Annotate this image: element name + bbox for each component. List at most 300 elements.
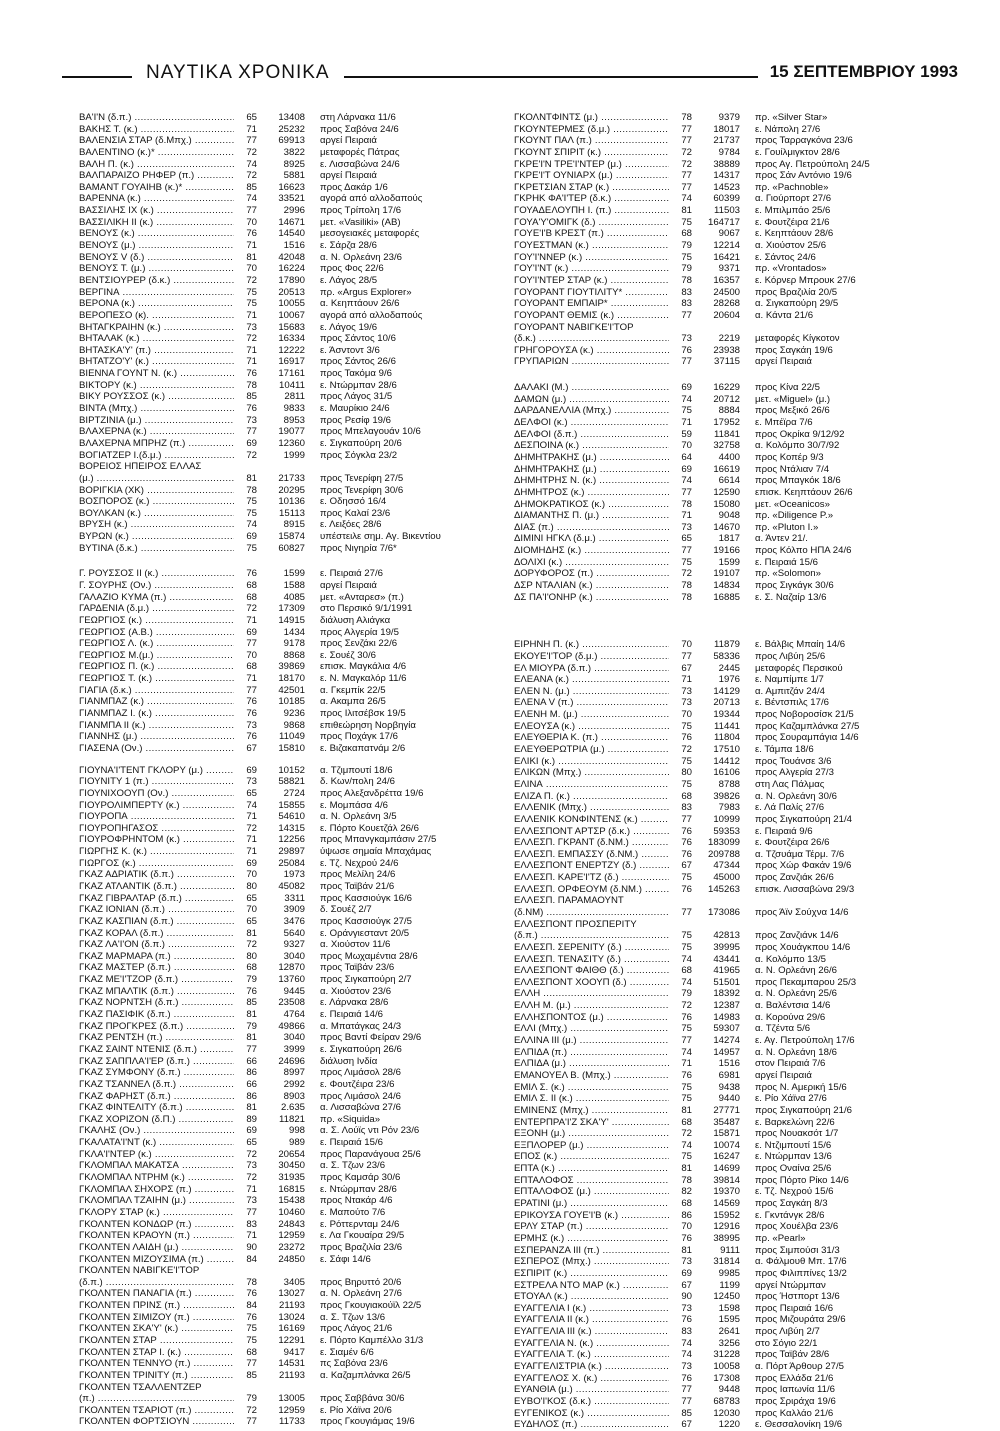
build-year: 75 [681, 216, 692, 228]
tonnage: 12916 [713, 1221, 740, 1233]
ship-entry [75, 345, 505, 357]
ship-status: προς Αλγερία 19/5 [320, 626, 399, 638]
build-year: 77 [246, 205, 257, 217]
ship-status: ε. Μαυρίκιο 24/6 [320, 403, 390, 415]
ship-status: προς Κασσιούγκ 16/6 [320, 892, 413, 904]
tonnage: 3476 [283, 915, 305, 927]
build-year: 76 [246, 696, 257, 708]
tonnage: 21737 [713, 135, 740, 147]
ship-entry [510, 417, 940, 429]
ship-name: ΕΥΑΓΓΕΛΙΑ ΙΙ (κ.) ..... [514, 1314, 669, 1326]
ship-status: αργεί Πειραιά [755, 1069, 812, 1081]
ship-list-block [510, 112, 940, 368]
tonnage: 10136 [278, 496, 305, 508]
ship-name: ΔΟΛΙΧΙ (κ.) ..... [514, 557, 669, 569]
ship-status: α. Χιούστον 23/6 [320, 985, 392, 997]
ship-name: ΔΑΡΔΑΝΕΛΛΙΑ (Μπχ.) ..... [514, 405, 669, 417]
ship-name: ΓΕΩΡΓΙΟΣ (Α.Β.) ..... [79, 627, 234, 639]
build-year: 75 [246, 1334, 257, 1346]
ship-name: ΓΚΛΟΡΥ ΣΤΑΡ (κ.) ..... [79, 1207, 234, 1219]
ship-name: ΕΡΜΗΣ (κ.) ..... [514, 1233, 669, 1245]
ship-name: ΓΚΟΛΝΤΕΝ ΛΑΙΔΗ (μ.) ..... [79, 1242, 234, 1254]
ship-status: προς Ελλάδα 21/6 [755, 1372, 834, 1384]
ship-status: μετ. «Ανταρεσ» (π.) [320, 591, 404, 603]
tonnage: 8884 [718, 405, 740, 417]
build-year: 72 [681, 158, 692, 170]
tonnage: 10411 [279, 379, 305, 391]
ship-name: ΒΗΤΑΛΑΚ (κ.) ..... [79, 333, 234, 345]
ship-status: προς Οκρίκα 9/12/92 [755, 428, 845, 440]
ship-name: ΓΚΟΛΝΤΕΝ ΤΣΑΛΛΕΝΤΖΕΡ [79, 1381, 202, 1393]
ship-status: προς Σιγκαπούρη 21/6 [755, 1104, 852, 1116]
build-year: 78 [246, 379, 257, 391]
ship-entry [510, 1023, 940, 1035]
tonnage: 11841 [714, 428, 740, 440]
tonnage: 11733 [279, 1416, 305, 1428]
tonnage: 9048 [718, 510, 740, 522]
ship-entry [75, 916, 505, 928]
page-header [62, 62, 958, 96]
ship-status: ε. Πειραιά 15/6 [755, 556, 818, 568]
ship-status: πρ. «Vrontados» [755, 263, 827, 275]
ship-entry [510, 1047, 940, 1059]
tonnage: 9985 [718, 1267, 740, 1279]
ship-name: ΓΡΗΓΟΡΟΥΣΑ (κ.) ..... [514, 345, 669, 357]
build-year: 78 [246, 1276, 257, 1288]
ship-status: α. Άντεν 21/. [755, 533, 808, 545]
build-year: 78 [681, 498, 692, 510]
build-year: 68 [246, 962, 257, 974]
ship-name: ΕΡΙΚΟΥΣΑ ΓΟΥΕ'Ι'Β (κ.) ..... [514, 1210, 669, 1222]
ship-entry [75, 904, 505, 916]
ship-entry [510, 217, 940, 229]
build-year: 75 [681, 778, 692, 790]
ship-status: ε. Σιγκαπούρη 26/6 [320, 1043, 402, 1055]
ship-name: ΕΛΛΕΣΠ. ΤΕΝΑΣΙΤΥ (δ.) ..... [514, 954, 669, 966]
tonnage: 1598 [718, 1302, 740, 1314]
tonnage: 8788 [718, 778, 740, 790]
tonnage: 989 [288, 1137, 305, 1149]
ship-status: ε. Βαρκελώνη 22/6 [755, 1116, 835, 1128]
ship-name: ΓΟΥΟΡΑΝΤ ΕΜΠΑΙΡ* ..... [514, 298, 669, 310]
ship-entry [510, 884, 940, 896]
ship-entry [510, 1373, 940, 1385]
ship-entry [510, 182, 940, 194]
ship-name: ΕΛΛΕΝΙΚ (Μπχ.) ..... [514, 802, 669, 814]
ship-name: ΓΙΩΡΓΟΣ (κ.) ..... [79, 858, 234, 870]
ship-name: ΒΑΣΣΙΛΙΚΗ ΙΙ (κ.) ..... [79, 217, 234, 229]
build-year: 79 [681, 240, 692, 252]
ship-status: προς Άϊν Σούχνα 14/6 [755, 907, 849, 918]
ship-status: προς Ταρραγκόνα 23/6 [755, 135, 853, 147]
tonnage: 12450 [713, 1291, 740, 1303]
ship-status: ε. Σιγκαπούρη 20/6 [320, 437, 402, 449]
tonnage: 60399 [713, 193, 740, 205]
ship-status: ε. Φουτζέιρα 23/6 [320, 1078, 395, 1090]
tonnage: 21193 [279, 1369, 305, 1381]
tonnage: 17309 [278, 603, 305, 615]
build-year: 75 [681, 930, 692, 942]
build-year: 78 [681, 274, 692, 286]
ship-status: προς Κόλπο ΗΠΑ 24/6 [755, 545, 852, 557]
ship-entry [510, 860, 940, 872]
ship-entry [75, 333, 505, 345]
build-year: 79 [681, 263, 692, 275]
ship-name: ΕΣΠΕΡΑΝΖΑ ΙΙΙ (π.) ..... [514, 1245, 669, 1257]
ship-status: ε. Σιαμέν 6/6 [320, 1346, 374, 1358]
build-year: 81 [246, 1009, 257, 1021]
ship-status: προς Νιγηρία 7/6* [320, 542, 397, 554]
ship-name: ΕΛΛΕΣΠΟΝΤ ΦΑΙΘΘ (δ.) ..... [514, 965, 669, 977]
build-year: 69 [681, 463, 692, 475]
tonnage: 11879 [714, 639, 740, 651]
tonnage: 3256 [718, 1337, 740, 1349]
ship-name: ΓΚΑΖ ΡΕΝΤΣΗ (π.) ..... [79, 1032, 234, 1044]
ship-name: ΓΙΟΥΝΑ'Ι'ΤΕΝΤ ΓΚΛΟΡΥ (μ.) ..... [79, 765, 234, 777]
ship-name: ΓΚΟΛΝΤΕΝ ΣΤΑΡ ..... [79, 1335, 234, 1347]
ship-status: προς Κασσιούγκ 27/5 [320, 915, 413, 927]
ship-name: ΓΚΟΛΝΤΕΝ ΚΟΝΔΩΡ (π.) ..... [79, 1219, 234, 1231]
ship-name: ΒΛΑΧΕΡΝΑ (κ.) ..... [79, 426, 234, 438]
ship-entry [510, 429, 940, 441]
ship-entry [510, 464, 940, 476]
ship-entry [75, 298, 505, 310]
ship-name: ΓΚΑΖ ΑΤΛΑΝΤΙΚ (δ.π.) ..... [79, 881, 234, 893]
ship-name: ΓΚΑΖ ΜΕ'Ι'ΤΖΟΡ (δ.π.) ..... [79, 974, 234, 986]
ship-entry [75, 1382, 505, 1394]
ship-name: ΕΥΑΓΓΕΛΙΣΤΡΙΑ (κ.) ..... [514, 1361, 669, 1373]
tonnage: 13027 [278, 1288, 305, 1300]
ship-entry [510, 159, 940, 171]
ship-name: ΓΚΟΥΝΤΕΡΜΕΣ (δ.μ.) ..... [514, 124, 669, 136]
tonnage: 13760 [278, 974, 305, 986]
ship-entry [75, 650, 505, 662]
ship-name: ΓΙΑΓΙΑ (δ.κ.) ..... [79, 685, 234, 697]
ship-name: ΓΕΩΡΓΙΟΣ Π. (κ.) ..... [79, 661, 234, 673]
ship-entry [75, 881, 505, 893]
ship-entry [510, 333, 940, 345]
ship-status: πρ. «Diligence P.» [755, 510, 834, 522]
ship-status: μεταφορές Κίγκοτον [755, 333, 840, 345]
ship-status: προς Σάν Αντόνιο 19/6 [755, 170, 852, 182]
ship-status: α. Μπατάγκας 24/3 [320, 1020, 402, 1032]
ship-status: προς Σάντος 10/6 [320, 333, 396, 345]
ship-entry [75, 1312, 505, 1324]
tonnage: 14274 [713, 1035, 740, 1047]
ship-entry [510, 240, 940, 252]
ship-status: ε. Λισσαβώνα 24/6 [320, 158, 400, 170]
ship-status: ε. Βέντσπιλς 17/6 [755, 697, 829, 709]
ship-name: ΒΑΡΕΝΝΑ (κ.) ..... [79, 193, 234, 205]
ship-name: ΓΚΟΛΝΤΕΝ ΤΡΙΝΙΤΥ (π.) ..... [79, 1370, 234, 1382]
tonnage: 25232 [278, 123, 305, 135]
build-year: 76 [681, 837, 692, 849]
tonnage: 15113 [279, 507, 305, 519]
build-year: 75 [246, 507, 257, 519]
ship-status: αργεί Πειραιά [755, 356, 812, 368]
ship-status: προς Λάγος 31/5 [320, 391, 393, 403]
tonnage: 16885 [713, 591, 740, 603]
build-year: 85 [681, 1407, 692, 1419]
ship-entry [510, 1082, 940, 1094]
ship-entry [75, 893, 505, 905]
ship-name: ΓΙΑΝΜΠΑΖ (κ.) ..... [79, 696, 234, 708]
build-year: 73 [246, 719, 257, 731]
ship-name: ΓΚΛΟΜΠΑΛ ΝΤΡΗΜ (κ.) ..... [79, 1172, 234, 1184]
tonnage: 10058 [713, 1360, 740, 1372]
ship-entry [75, 720, 505, 732]
tonnage: 17952 [713, 417, 740, 429]
build-year: 78 [681, 591, 692, 603]
ship-name: ΒΡΥΣΗ (κ.) ..... [79, 519, 234, 531]
ship-entry [510, 965, 940, 977]
ship-status: προς Ντακάρ 4/6 [320, 1195, 393, 1207]
ship-entry [510, 1035, 940, 1047]
ship-status: ε. Φουτζέιρα 21/6 [755, 216, 830, 228]
ship-entry [510, 394, 940, 406]
tonnage: 14540 [278, 228, 305, 240]
ship-entry [75, 869, 505, 881]
ship-name: ΒΙΚΥ ΡΟΥΣΣΟΣ (κ.) ..... [79, 391, 234, 403]
ship-name: ΒΑΜΑΝΤ ΓΟΥΑΙΗΒ (κ.)* ..... [79, 182, 234, 194]
build-year: 74 [246, 158, 257, 170]
ship-status: προς Ντάλιαν 7/4 [755, 463, 830, 475]
tonnage: 20654 [278, 1148, 305, 1160]
ship-name: ΕΡΑΤΙΝΙ (μ.) ..... [514, 1198, 669, 1210]
tonnage: 15874 [278, 531, 305, 543]
ship-name: ΓΚΑΖ ΦΑΡΗΣΤ (δ.π.) ..... [79, 1091, 234, 1103]
tonnage: 31935 [278, 1172, 305, 1184]
ship-name: ΒΕΡΓΙΝΑ ..... [79, 287, 234, 299]
ship-name: ΔΑΜΩΝ (μ.) ..... [514, 394, 669, 406]
build-year: 76 [681, 1069, 692, 1081]
ship-name: ΓΑΛΑΖΙΟ ΚΥΜΑ (π.) ..... [79, 592, 234, 604]
tonnage: 1588 [283, 579, 305, 591]
ship-status: προς Φιλιππίνες 13/2 [755, 1267, 847, 1279]
ship-status: δ. Κων/πολη 24/6 [320, 776, 396, 788]
tonnage: 9833 [283, 403, 305, 415]
ship-name: ΓΙΟΥΝΙΧΟΟΥΠ (Ον.) ..... [79, 788, 234, 800]
build-year: 81 [246, 1102, 257, 1114]
ship-status: προς Μπανγκαμπάσιν 27/5 [320, 834, 437, 846]
ship-name: ΓΚΡΕΤΣΙΑΝ ΣΤΑΡ (κ.) ..... [514, 182, 669, 194]
build-year: 76 [681, 1314, 692, 1326]
build-year: 75 [681, 1151, 692, 1163]
build-year: 72 [681, 568, 692, 580]
ship-entry [75, 928, 505, 940]
ship-name: ΓΙΟΥΡΟΦΡΗΝΤΟΜ (κ.) ..... [79, 834, 234, 846]
build-year: 75 [246, 496, 257, 508]
ship-entry [510, 405, 940, 417]
ship-name: ΒΗΤΑΣΚΑ'Υ' (π.) ..... [79, 345, 234, 357]
ship-status: ε. Γουίλμιγκτον 28/6 [755, 146, 840, 158]
ship-name: ΓΙΟΥΝΙΤΥ 1 (π.) ..... [79, 776, 234, 788]
tonnage: 3405 [283, 1276, 305, 1288]
build-year: 83 [681, 286, 692, 298]
ship-name: ΓΚΟΛΝΤΕΝ ΣΚΑ'Υ' (κ.) ..... [79, 1323, 234, 1335]
build-year: 74 [681, 1337, 692, 1349]
ship-entry [75, 592, 505, 604]
tonnage: 20604 [713, 309, 740, 321]
ship-entry [75, 1137, 505, 1149]
build-year: 71 [681, 674, 692, 686]
ship-entry [510, 663, 940, 675]
ship-entry [510, 1151, 940, 1163]
build-year: 75 [681, 941, 692, 953]
tonnage: 28268 [713, 298, 740, 310]
tonnage: 1599 [718, 556, 740, 568]
ship-entry [75, 182, 505, 194]
ship-name: Γ. ΣΟΥΡΗΣ (Ον.) ..... [79, 580, 234, 592]
ship-status: ε. Ν. Μαγκαλόρ 11/6 [320, 673, 407, 685]
ship-entry [75, 496, 505, 508]
tonnage: 5640 [283, 927, 305, 939]
ship-entry [75, 543, 505, 555]
tonnage: 13408 [278, 112, 305, 123]
tonnage: 3311 [284, 892, 305, 904]
ship-list-block [75, 112, 505, 554]
ship-entry [510, 1384, 940, 1396]
tonnage: 15080 [713, 498, 740, 510]
ship-entry [510, 545, 940, 557]
build-year: 79 [246, 1020, 257, 1032]
build-year: 69 [681, 1267, 692, 1279]
ship-entry [510, 1000, 940, 1012]
ship-status: α. Χιούστον 11/6 [320, 939, 391, 951]
ship-status: στη Λας Πάλμας [755, 778, 825, 790]
ship-status: πρ. «Argus Explorer» [320, 286, 412, 298]
ship-entry [510, 709, 940, 721]
build-year: 78 [681, 112, 692, 123]
ship-entry [510, 452, 940, 464]
ship-entry [510, 345, 940, 357]
ship-status: προς Σιγκαπούρη 2/7 [320, 974, 412, 986]
tonnage: 12870 [278, 962, 305, 974]
ship-name: ΔΗΜΗΤΡΑΚΗΣ (μ.) ..... [514, 452, 669, 464]
tonnage: 16917 [278, 356, 305, 368]
ship-name: ΓΟΥΑ'Υ'ΟΜΙΓΚ (δ.) ..... [514, 217, 669, 229]
tonnage: 31814 [713, 1256, 740, 1268]
ship-entry [510, 756, 940, 768]
build-year: 70 [246, 869, 257, 881]
ship-status: πρ. «Silver Star» [755, 112, 828, 123]
tonnage: 2641 [718, 1326, 740, 1338]
build-year: 73 [681, 1360, 692, 1372]
tonnage: 29897 [278, 846, 305, 858]
build-year: 76 [246, 1288, 257, 1300]
ship-entry [75, 661, 505, 673]
tonnage: 42813 [713, 930, 740, 942]
ship-name: ΒΥΤΙΝΑ (δ.κ.) ..... [79, 543, 234, 555]
build-year: 74 [681, 393, 692, 405]
ship-name: ΓΚΡΕ'Ι'Τ ΟΥΝΙΑΡΧ (μ.) ..... [514, 170, 669, 182]
tonnage: 17161 [278, 368, 305, 380]
tonnage: 19077 [278, 426, 305, 438]
ship-status: προς Γκουγιάμας 19/6 [320, 1416, 415, 1428]
ship-name: ΕΛΠΙΔΑ (π.) ..... [514, 1047, 669, 1059]
ship-name: ΕΛΛΕΣΠΟΝΤ ΑΡΤΣΡ (δ.κ.) ..... [514, 826, 669, 838]
ship-entry [75, 615, 505, 627]
ship-name: ΔΙΑΣ (π.) ..... [514, 522, 669, 534]
ship-status: προς Γκουγιακούϊλ 22/5 [320, 1300, 422, 1312]
build-year: 71 [246, 811, 257, 823]
ship-entry [75, 1172, 505, 1184]
build-year: 67 [681, 1279, 692, 1291]
ship-name: ΓΚΑΖ ΦΙΝΤΕΛΙΤΥ (δ.π.) ..... [79, 1102, 234, 1114]
ship-name: ΕΜΙΝΕΝΣ (Μπχ.) ..... [514, 1105, 669, 1117]
build-year: 76 [681, 344, 692, 356]
tonnage: 39814 [713, 1174, 740, 1186]
ship-name: ΒΑΛΕΝΤΙΝΟ (κ.)* ..... [79, 147, 234, 159]
tonnage: 12387 [713, 1000, 740, 1012]
ship-entry [510, 580, 940, 592]
publication-title: ΝΑΥΤΙΚΑ ΧΡΟΝΙΚΑ [132, 62, 344, 84]
ship-entry [510, 1419, 940, 1431]
ship-entry [510, 228, 940, 240]
ship-name: ΒΟΣΠΟΡΟΣ (κ.) ..... [79, 496, 234, 508]
build-year: 77 [681, 356, 692, 368]
ship-status: α. Αμπιτζάν 24/4 [755, 685, 825, 697]
ship-name: ΔΕΛΦΟΙ (δ.π.) ..... [514, 429, 669, 441]
tonnage: 4085 [283, 591, 305, 603]
ship-entry [510, 942, 940, 954]
tonnage: 38889 [713, 158, 740, 170]
tonnage: 58821 [278, 776, 305, 788]
build-year: 73 [681, 1302, 692, 1314]
ship-name: ΓΚΑΖ ΠΑΣΙΦΙΚ (δ.π.) ..... [79, 1009, 234, 1021]
ship-name: ΓΚΑΖ ΣΥΜΦΟΝΥ (δ.π.) ..... [79, 1067, 234, 1079]
ship-status: ε. Μπιλμπάο 25/6 [755, 205, 831, 217]
build-year: 77 [246, 684, 257, 696]
ship-entry [75, 788, 505, 800]
ship-name: ΒΕΝΤΣΙΟΥΡΕΡ (δ.κ.) ..... [79, 275, 234, 287]
tonnage: 173086 [707, 907, 740, 918]
tonnage: 10055 [278, 298, 305, 310]
tonnage: 18017 [713, 123, 740, 135]
build-year: 76 [246, 731, 257, 743]
ship-entry [75, 685, 505, 697]
build-year: 77 [681, 135, 692, 147]
ship-name: ΒΙΡΤΖΙΝΙΑ (μ.) ..... [79, 415, 234, 427]
build-year: 81 [681, 1244, 692, 1256]
ship-entry [75, 485, 505, 497]
ship-status: επιθεώρηση Νορβηγία [320, 719, 416, 731]
ship-status: ε. Λάγος 28/5 [320, 274, 378, 286]
build-year: 74 [681, 953, 692, 965]
ship-status: προς Παρανάγουα 25/6 [320, 1148, 421, 1160]
build-year: 75 [681, 1081, 692, 1093]
build-year: 76 [246, 1311, 257, 1323]
tonnage: 14834 [713, 579, 740, 591]
ship-status: προς Ταϊβάν 23/6 [320, 962, 395, 974]
ship-status: ε. Γκντάνγκ 28/6 [755, 1209, 825, 1221]
ship-name: (δ.κ.) ..... [514, 333, 669, 345]
ship-status: επισκ. Λισσαβώνα 29/3 [755, 883, 855, 895]
ship-status: προς Μεξικό 26/6 [755, 405, 830, 417]
ship-entry [75, 951, 505, 963]
build-year: 72 [246, 1148, 257, 1160]
ship-entry [510, 872, 940, 884]
ship-entry [75, 627, 505, 639]
ship-name: ΒΗΤΑΓΚΡΑΙΗΝ (κ.) ..... [79, 322, 234, 334]
tonnage: 32758 [713, 440, 740, 452]
tonnage: 14531 [278, 1358, 305, 1370]
ship-name: ΕΛ ΜΙΟΥΡΑ (δ.π.) ..... [514, 663, 669, 675]
tonnage: 1516 [283, 240, 305, 252]
build-year: 76 [246, 403, 257, 415]
ship-entry [75, 1219, 505, 1231]
ship-entry [75, 438, 505, 450]
